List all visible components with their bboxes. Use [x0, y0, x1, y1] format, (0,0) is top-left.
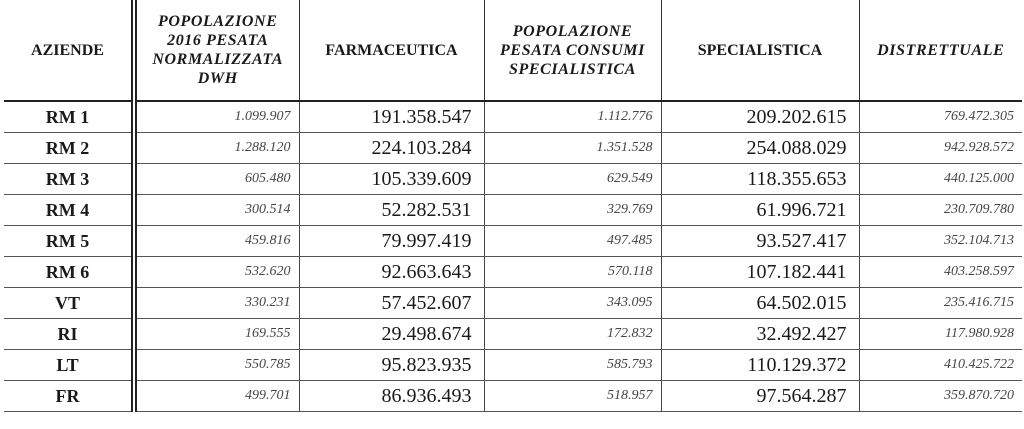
cell-specialistica: 64.502.015 — [661, 288, 859, 319]
cell-distrettuale: 410.425.722 — [859, 350, 1022, 381]
cell-popolazione-consumi: 329.769 — [484, 195, 661, 226]
table-header — [4, 0, 1022, 101]
cell-popolazione-consumi: 518.957 — [484, 381, 661, 412]
header-popolazione-2016: POPOLAZIONE 2016 PESATA NORMALIZZATA DWH — [134, 0, 299, 101]
cell-distrettuale: 403.258.597 — [859, 257, 1022, 288]
table-row — [4, 288, 1022, 319]
cell-specialistica: 209.202.615 — [661, 101, 859, 133]
cell-popolazione-consumi: 343.095 — [484, 288, 661, 319]
cell-azienda: RM 1 — [4, 101, 134, 133]
cell-popolazione-2016: 459.816 — [134, 226, 299, 257]
cell-popolazione-consumi: 1.112.776 — [484, 101, 661, 133]
table-row — [4, 381, 1022, 412]
cell-specialistica: 110.129.372 — [661, 350, 859, 381]
cell-distrettuale: 942.928.572 — [859, 133, 1022, 164]
cell-popolazione-2016: 550.785 — [134, 350, 299, 381]
cell-popolazione-consumi: 629.549 — [484, 164, 661, 195]
cell-farmaceutica: 52.282.531 — [299, 195, 484, 226]
cell-popolazione-2016: 499.701 — [134, 381, 299, 412]
cell-azienda: LT — [4, 350, 134, 381]
cell-farmaceutica: 95.823.935 — [299, 350, 484, 381]
cell-specialistica: 61.996.721 — [661, 195, 859, 226]
cell-specialistica: 107.182.441 — [661, 257, 859, 288]
header-specialistica: SPECIALISTICA — [661, 0, 859, 101]
header-aziende: AZIENDE — [4, 0, 134, 101]
table-row — [4, 195, 1022, 226]
cell-popolazione-consumi: 497.485 — [484, 226, 661, 257]
cell-farmaceutica: 191.358.547 — [299, 101, 484, 133]
cell-popolazione-2016: 300.514 — [134, 195, 299, 226]
cell-popolazione-2016: 169.555 — [134, 319, 299, 350]
cell-azienda: RM 4 — [4, 195, 134, 226]
cell-distrettuale: 769.472.305 — [859, 101, 1022, 133]
cell-azienda: RM 5 — [4, 226, 134, 257]
header-distrettuale: DISTRETTUALE — [859, 0, 1022, 101]
cell-specialistica: 118.355.653 — [661, 164, 859, 195]
table-row — [4, 164, 1022, 195]
cell-farmaceutica: 224.103.284 — [299, 133, 484, 164]
cell-specialistica: 32.492.427 — [661, 319, 859, 350]
cell-farmaceutica: 57.452.607 — [299, 288, 484, 319]
allocation-table — [4, 0, 1022, 412]
cell-distrettuale: 352.104.713 — [859, 226, 1022, 257]
cell-popolazione-consumi: 585.793 — [484, 350, 661, 381]
cell-farmaceutica: 105.339.609 — [299, 164, 484, 195]
cell-distrettuale: 230.709.780 — [859, 195, 1022, 226]
cell-azienda: RM 2 — [4, 133, 134, 164]
cell-popolazione-2016: 1.288.120 — [134, 133, 299, 164]
cell-distrettuale: 359.870.720 — [859, 381, 1022, 412]
table-body — [4, 101, 1022, 412]
table-row — [4, 226, 1022, 257]
cell-farmaceutica: 86.936.493 — [299, 381, 484, 412]
cell-farmaceutica: 29.498.674 — [299, 319, 484, 350]
cell-farmaceutica: 92.663.643 — [299, 257, 484, 288]
cell-distrettuale: 235.416.715 — [859, 288, 1022, 319]
table-row — [4, 257, 1022, 288]
cell-popolazione-consumi: 570.118 — [484, 257, 661, 288]
cell-specialistica: 93.527.417 — [661, 226, 859, 257]
cell-specialistica: 97.564.287 — [661, 381, 859, 412]
cell-azienda: RM 3 — [4, 164, 134, 195]
table-row — [4, 319, 1022, 350]
cell-popolazione-2016: 330.231 — [134, 288, 299, 319]
cell-popolazione-consumi: 172.832 — [484, 319, 661, 350]
table-row — [4, 133, 1022, 164]
cell-popolazione-2016: 605.480 — [134, 164, 299, 195]
cell-azienda: FR — [4, 381, 134, 412]
cell-specialistica: 254.088.029 — [661, 133, 859, 164]
cell-azienda: RM 6 — [4, 257, 134, 288]
cell-popolazione-2016: 1.099.907 — [134, 101, 299, 133]
table-row — [4, 350, 1022, 381]
header-popolazione-consumi: POPOLAZIONE PESATA CONSUMI SPECIALISTICA — [484, 0, 661, 101]
cell-distrettuale: 440.125.000 — [859, 164, 1022, 195]
cell-popolazione-2016: 532.620 — [134, 257, 299, 288]
cell-popolazione-consumi: 1.351.528 — [484, 133, 661, 164]
cell-azienda: VT — [4, 288, 134, 319]
table-row — [4, 101, 1022, 133]
cell-distrettuale: 117.980.928 — [859, 319, 1022, 350]
header-farmaceutica: FARMACEUTICA — [299, 0, 484, 101]
cell-farmaceutica: 79.997.419 — [299, 226, 484, 257]
cell-azienda: RI — [4, 319, 134, 350]
